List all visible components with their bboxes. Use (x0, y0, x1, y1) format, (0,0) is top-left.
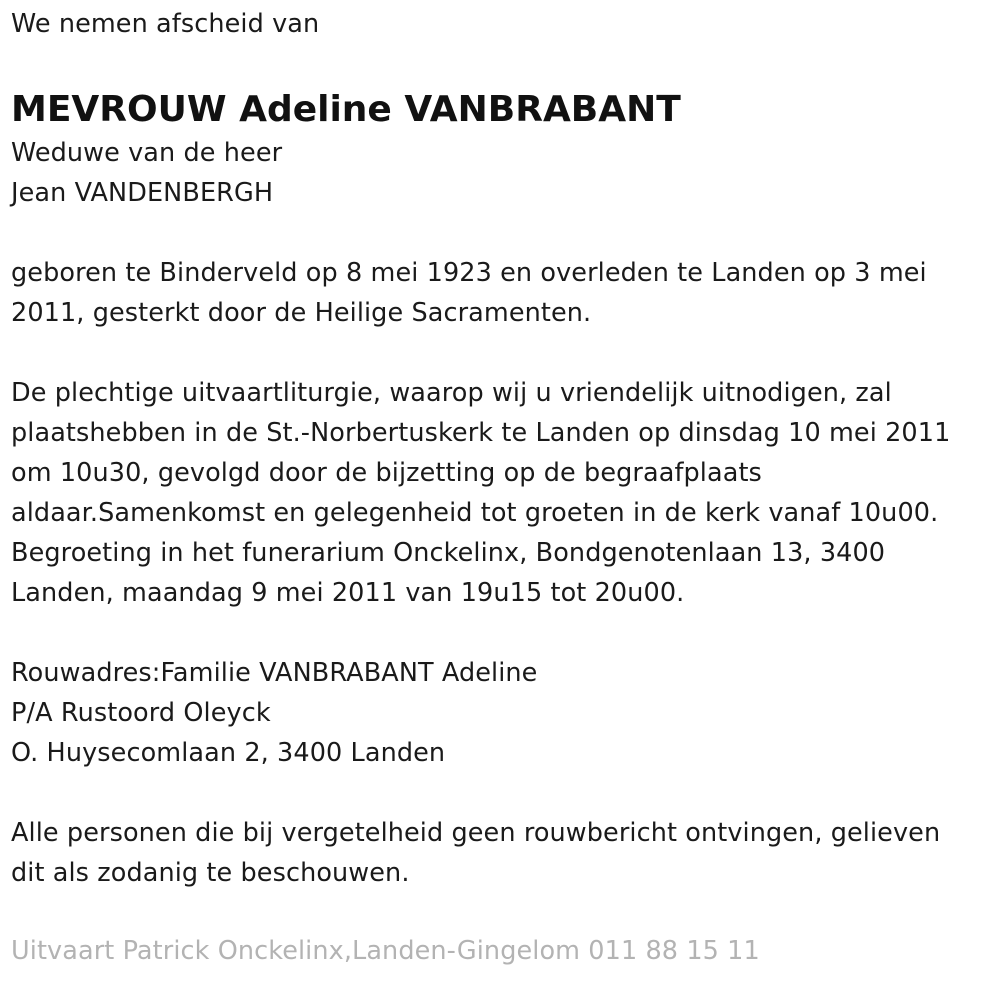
paragraph-line: 2011, gesterkt door de Heilige Sacramenten. (11, 298, 592, 328)
spouse-line: Jean VANDENBERGH (11, 178, 274, 208)
birth-death-paragraph (11, 253, 986, 333)
funeral-home-footer: Uitvaart Patrick Onckelinx,Landen-Gingelom 011 88 15 11 (11, 936, 760, 966)
address-line: Rouwadres:Familie VANBRABANT Adeline (11, 658, 538, 688)
paragraph-line: Alle personen die bij vergetelheid geen rouwbericht ontvingen, gelieven (11, 818, 941, 848)
address-line: O. Huysecomlaan 2, 3400 Landen (11, 738, 446, 768)
paragraph-line: geboren te Binderveld op 8 mei 1923 en overleden te Landen op 3 mei (11, 258, 927, 288)
mourning-address (11, 653, 986, 773)
funeral-paragraph (11, 373, 986, 613)
paragraph-line: om 10u30, gevolgd door de bijzetting op de begraafplaats (11, 458, 762, 488)
paragraph-line: aldaar.Samenkomst en gelegenheid tot groeten in de kerk vanaf 10u00. (11, 498, 939, 528)
paragraph-line: plaatshebben in de St.-Norbertuskerk te Landen op dinsdag 10 mei 2011 (11, 418, 951, 448)
paragraph-line: Landen, maandag 9 mei 2011 van 19u15 tot 20u00. (11, 578, 685, 608)
spouse-line: Weduwe van de heer (11, 138, 283, 168)
paragraph-line: De plechtige uitvaartliturgie, waarop wij u vriendelijk uitnodigen, zal (11, 378, 892, 408)
paragraph-line: dit als zodanig te beschouwen. (11, 858, 410, 888)
death-notice (11, 0, 986, 971)
deceased-name: MEVROUW Adeline VANBRABANT (11, 89, 681, 130)
closing-paragraph (11, 813, 986, 893)
intro-text: We nemen afscheid van (11, 9, 320, 39)
paragraph-line: Begroeting in het funerarium Onckelinx, Bondgenotenlaan 13, 3400 (11, 538, 886, 568)
spouse-block (11, 133, 986, 213)
address-line: P/A Rustoord Oleyck (11, 698, 271, 728)
